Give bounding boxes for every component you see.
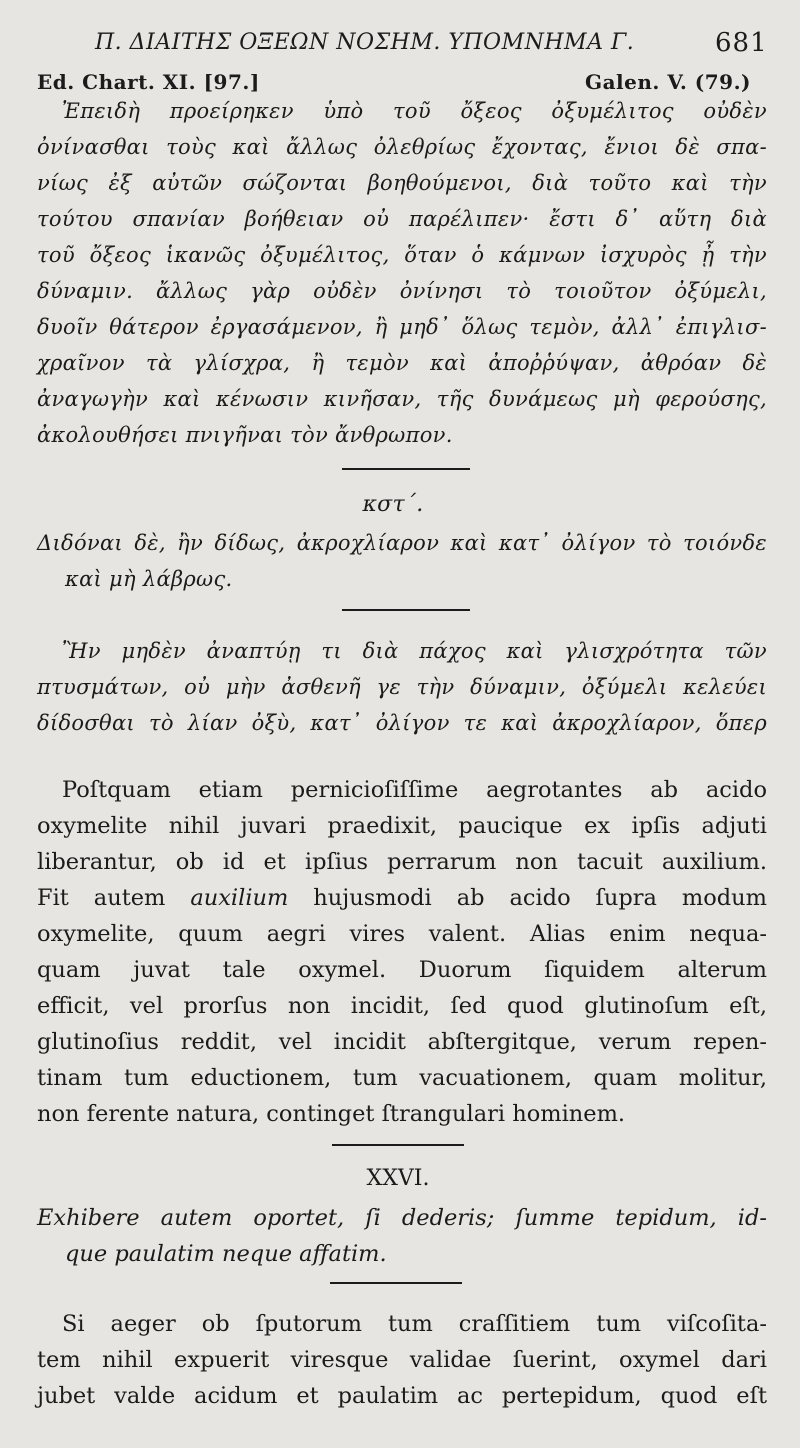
text-line: jubet valde acidum et paulatim ac pertepidum, quod eſt [37,1383,767,1409]
text-line: oxymelite, quum aegri vires valent. Alias enim nequa- [37,921,767,947]
running-header-title: Π. ΔΙΑΙΤΗΣ ΟΞΕΩΝ ΝΟΣΗΜ. ΥΠΟΜΝΗΜΑ Γ. [95,30,635,55]
text-line: tinam tum eductionem, tum vacuationem, quam molitur, [37,1065,767,1091]
latin-section-number: XXVI. [366,1166,430,1191]
latin-lemma [37,1200,767,1272]
greek-section-number: κστ΄. [362,492,424,517]
text-line: efficit, vel prorſus non incidit, ſed quod glutinoſum eſt, [37,993,767,1019]
latin-commentary-continued [37,1306,767,1414]
text-line: glutinoſius reddit, vel incidit abſtergitque, verum repen- [37,1029,767,1055]
text-line: τοῦ ὄξεος ἱκανῶς ὀξυμέλιτος, ὅταν ὁ κάμνων ἰσχυρὸς ᾖ τὴν [37,243,767,267]
text-line: Ἢν μηδὲν ἀναπτύῃ τι διὰ πάχος καὶ γλισχρότητα τῶν [62,639,767,663]
text-line: ἀναγωγὴν καὶ κένωσιν κινῆσαν, τῆς δυνάμεως μὴ φερούσης, [37,387,767,411]
text-line: non ferente natura, continget ſtrangulari hominem. [37,1101,626,1127]
text-line: Διδόναι δὲ, ἢν δίδως, ἀκροχλίαρον καὶ κατ᾽ ὀλίγον τὸ τοιόνδε [37,531,767,555]
text-line: τούτου σπανίαν βοήθειαν οὐ παρέλιπεν· ἔστι δ᾽ αὕτη διὰ [37,207,767,231]
edition-reference-left: Ed. Chart. XI. [97.] [37,70,260,94]
text-line: Si aeger ob ſputorum tum craſſitiem tum viſcoſita- [62,1311,767,1337]
italic-word: auxilium [190,885,289,911]
section-divider [342,609,470,611]
text-line: ἀκολουθήσει πνιγῆναι τὸν ἄνθρωπον. [37,423,453,447]
text-line: δυοῖν θάτερον ἐργασάμενον, ἢ μηδ᾽ ὅλως τεμὸν, ἀλλ᾽ ἐπιγλισ- [37,315,767,339]
text-line: que paulatim neque affatim. [65,1241,387,1267]
text-line: Ἐπειδὴ προείρηκεν ὑπὸ τοῦ ὄξεος ὀξυμέλιτος οὐδὲν [62,99,767,123]
section-divider [332,1144,464,1146]
latin-commentary [37,772,767,1132]
page-number: 681 [715,28,768,58]
greek-commentary [37,93,767,453]
greek-lemma [37,525,767,597]
text-line [37,880,767,916]
text-line: δίδοσθαι τὸ λίαν ὀξὺ, κατ᾽ ὀλίγον τε καὶ ἀκροχλίαρον, ὅπερ [37,711,767,735]
section-divider [330,1282,462,1284]
text-line: tem nihil expuerit viresque validae ſuerint, oxymel dari [37,1347,767,1373]
text-line: καὶ μὴ λάβρως. [65,567,233,591]
text-run: hujusmodi ab acido ſupra modum [288,885,767,911]
edition-reference-right: Galen. V. (79.) [585,70,751,94]
greek-commentary-continued [37,633,767,741]
text-line: δύναμιν. ἄλλως γὰρ οὐδὲν ὀνίνησι τὸ τοιοῦτον ὀξύμελι, [37,279,767,303]
text-line: ὀνίνασθαι τοὺς καὶ ἄλλως ὀλεθρίως ἔχοντας, ἔνιοι δὲ σπα- [37,135,767,159]
text-line: νίως ἐξ αὐτῶν σώζονται βοηθούμενοι, διὰ τοῦτο καὶ τὴν [37,171,767,195]
text-line: quam juvat tale oxymel. Duorum ſiquidem alterum [37,957,767,983]
text-line: Exhibere autem oportet, ſi dederis; ſumme tepidum, id- [37,1205,767,1231]
text-line: oxymelite nihil juvari praedixit, paucique ex ipſis adjuti [37,813,767,839]
section-divider [342,468,470,470]
text-line: πτυσμάτων, οὐ μὴν ἀσθενῆ γε τὴν δύναμιν, ὀξύμελι κελεύει [37,675,767,699]
text-run: Fit autem [37,885,191,911]
text-line: liberantur, ob id et ipſius perrarum non tacuit auxilium. [37,849,767,875]
text-line: Poſtquam etiam pernicioſiſſime aegrotantes ab acido [62,777,767,803]
text-line: χραῖνον τὰ γλίσχρα, ἢ τεμὸν καὶ ἀποῤῥύψαν, ἀθρόαν δὲ [37,351,767,375]
